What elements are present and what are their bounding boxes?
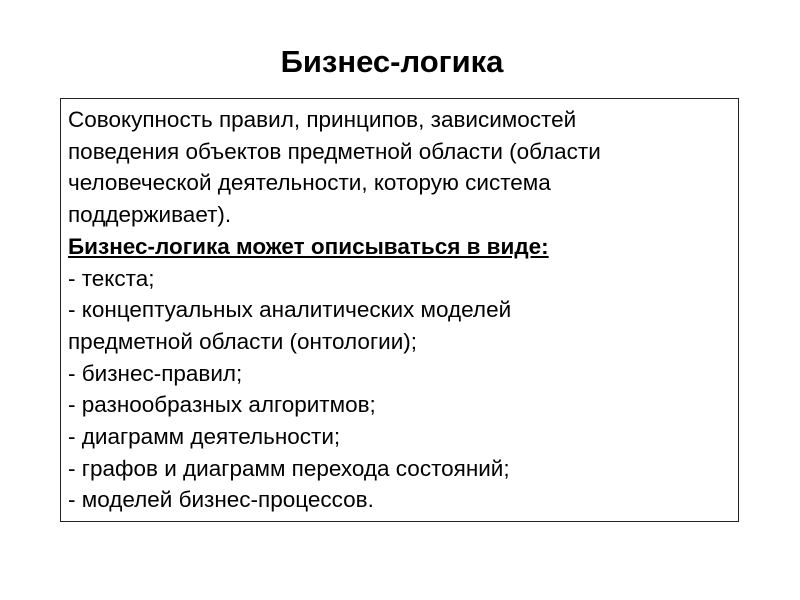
list-item: - моделей бизнес-процессов. <box>68 487 374 513</box>
list-heading: Бизнес-логика может описываться в виде: <box>68 233 549 259</box>
slide-title: Бизнес-логика <box>280 44 504 79</box>
definition-line: Совокупность правил, принципов, зависимостей <box>68 107 577 132</box>
list-item: - концептуальных аналитических моделей <box>68 297 512 323</box>
definition-line: поддерживает). <box>68 202 232 228</box>
definition-line: человеческой деятельности, которую система <box>68 170 551 196</box>
content-box <box>60 98 739 522</box>
list-item: - разнообразных алгоритмов; <box>68 392 376 418</box>
list-item: - диаграмм деятельности; <box>68 424 341 450</box>
list-item: - бизнес-правил; <box>68 360 243 386</box>
list-item: - текста; <box>68 265 155 291</box>
list-item: - графов и диаграмм перехода состояний; <box>68 455 510 481</box>
definition-line: поведения объектов предметной области (области <box>68 138 601 164</box>
list-item: предметной области (онтологии); <box>68 328 418 354</box>
